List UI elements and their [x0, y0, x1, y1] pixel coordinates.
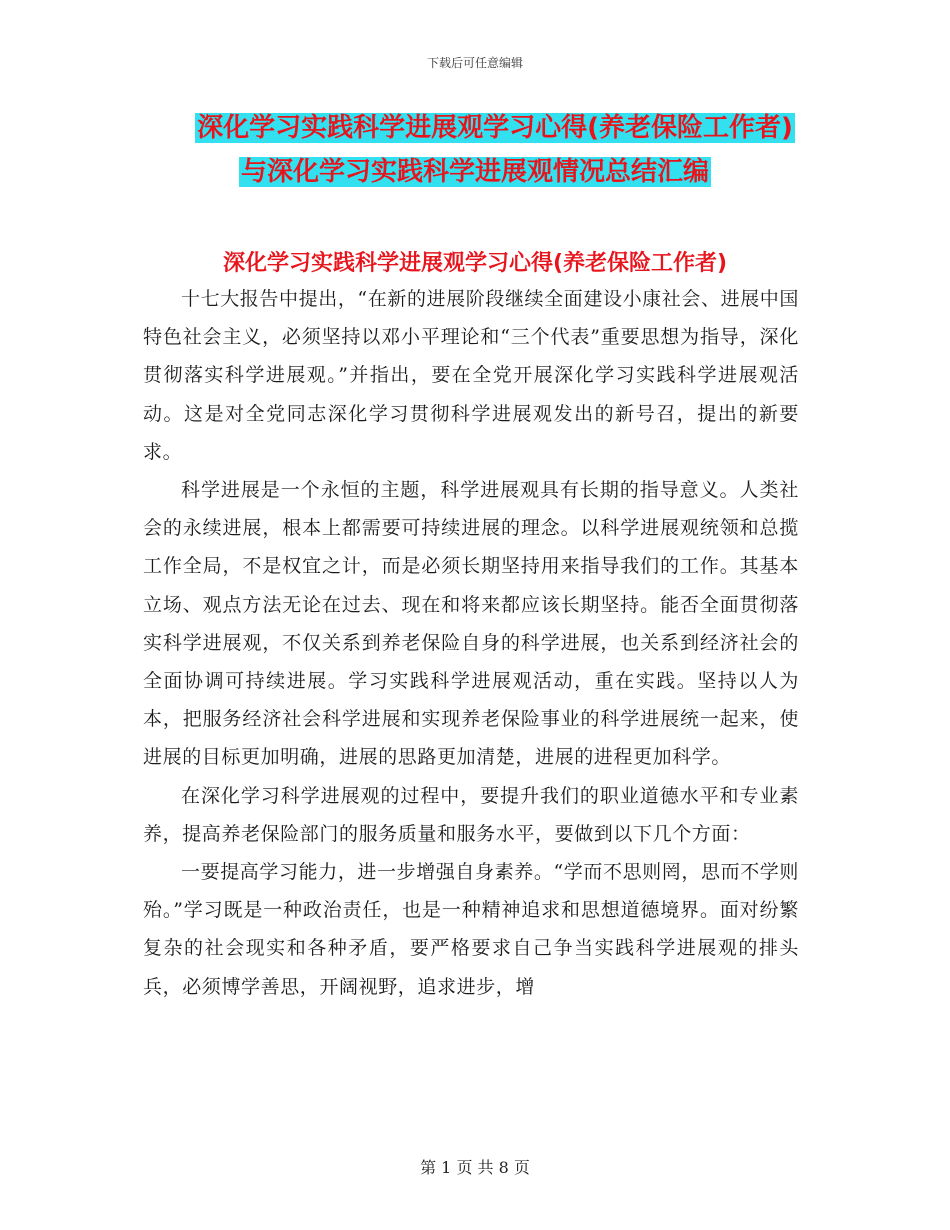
- paragraph-4: 一要提高学习能力，进一步增强自身素养。“学而不思则罔，思而不学则殆。”学习既是一种政治责任，也是一种精神追求和思想道德境界。面对纷繁复杂的社会现实和各种矛盾，要严格要求自己争当实践科学进展观的排头兵，必须博学善思，开阔视野，追求进步，增: [143, 861, 799, 998]
- paragraph-1: 十七大报告中提出，“在新的进展阶段继续全面建设小康社会、进展中国特色社会主义，必须坚持以邓小平理论和“三个代表”重要思想为指导，深化贯彻落实科学进展观。”并指出，要在全党开展深化学习实践科学进展观活动。这是对全党同志深化学习贯彻科学进展观发出的新号召，提出的新要求。: [143, 288, 799, 463]
- document-title-line-1: [0, 112, 950, 144]
- document-body: [143, 280, 799, 1006]
- header-note: 下载后可任意编辑: [426, 56, 523, 70]
- paragraph-3: 在深化学习科学进展观的过程中，要提升我们的职业道德水平和专业素养，提高养老保险部门的服务质量和服务水平，要做到以下几个方面：: [143, 784, 799, 845]
- section-title: 深化学习实践科学进展观学习心得(养老保险工作者): [222, 251, 728, 276]
- paragraph-2: 科学进展是一个永恒的主题，科学进展观具有长期的指导意义。人类社会的永续进展，根本上都需要可持续进展的理念。以科学进展观统领和总揽工作全局，不是权宜之计，而是必须长期坚持用来指导我们的工作。其基本立场、观点方法无论在过去、现在和将来都应该长期坚持。能否全面贯彻落实科学进展观，不仅关系到养老保险自身的科学进展，也关系到经济社会的全面协调可持续进展。学习实践科学进展观活动，重在实践。坚持以人为本，把服务经济社会科学进展和实现养老保险事业的科学进展统一起来，使进展的目标更加明确，进展的思路更加清楚，进展的进程更加科学。: [143, 479, 799, 769]
- page-number-footer: 第 1 页 共 8 页: [420, 1158, 530, 1177]
- document-title-line-2-text: 与深化学习实践科学进展观情况总结汇编: [240, 157, 709, 187]
- document-title-line-2: [0, 156, 950, 188]
- document-title-line-1-text: 深化学习实践科学进展观学习心得(养老保险工作者): [197, 113, 793, 143]
